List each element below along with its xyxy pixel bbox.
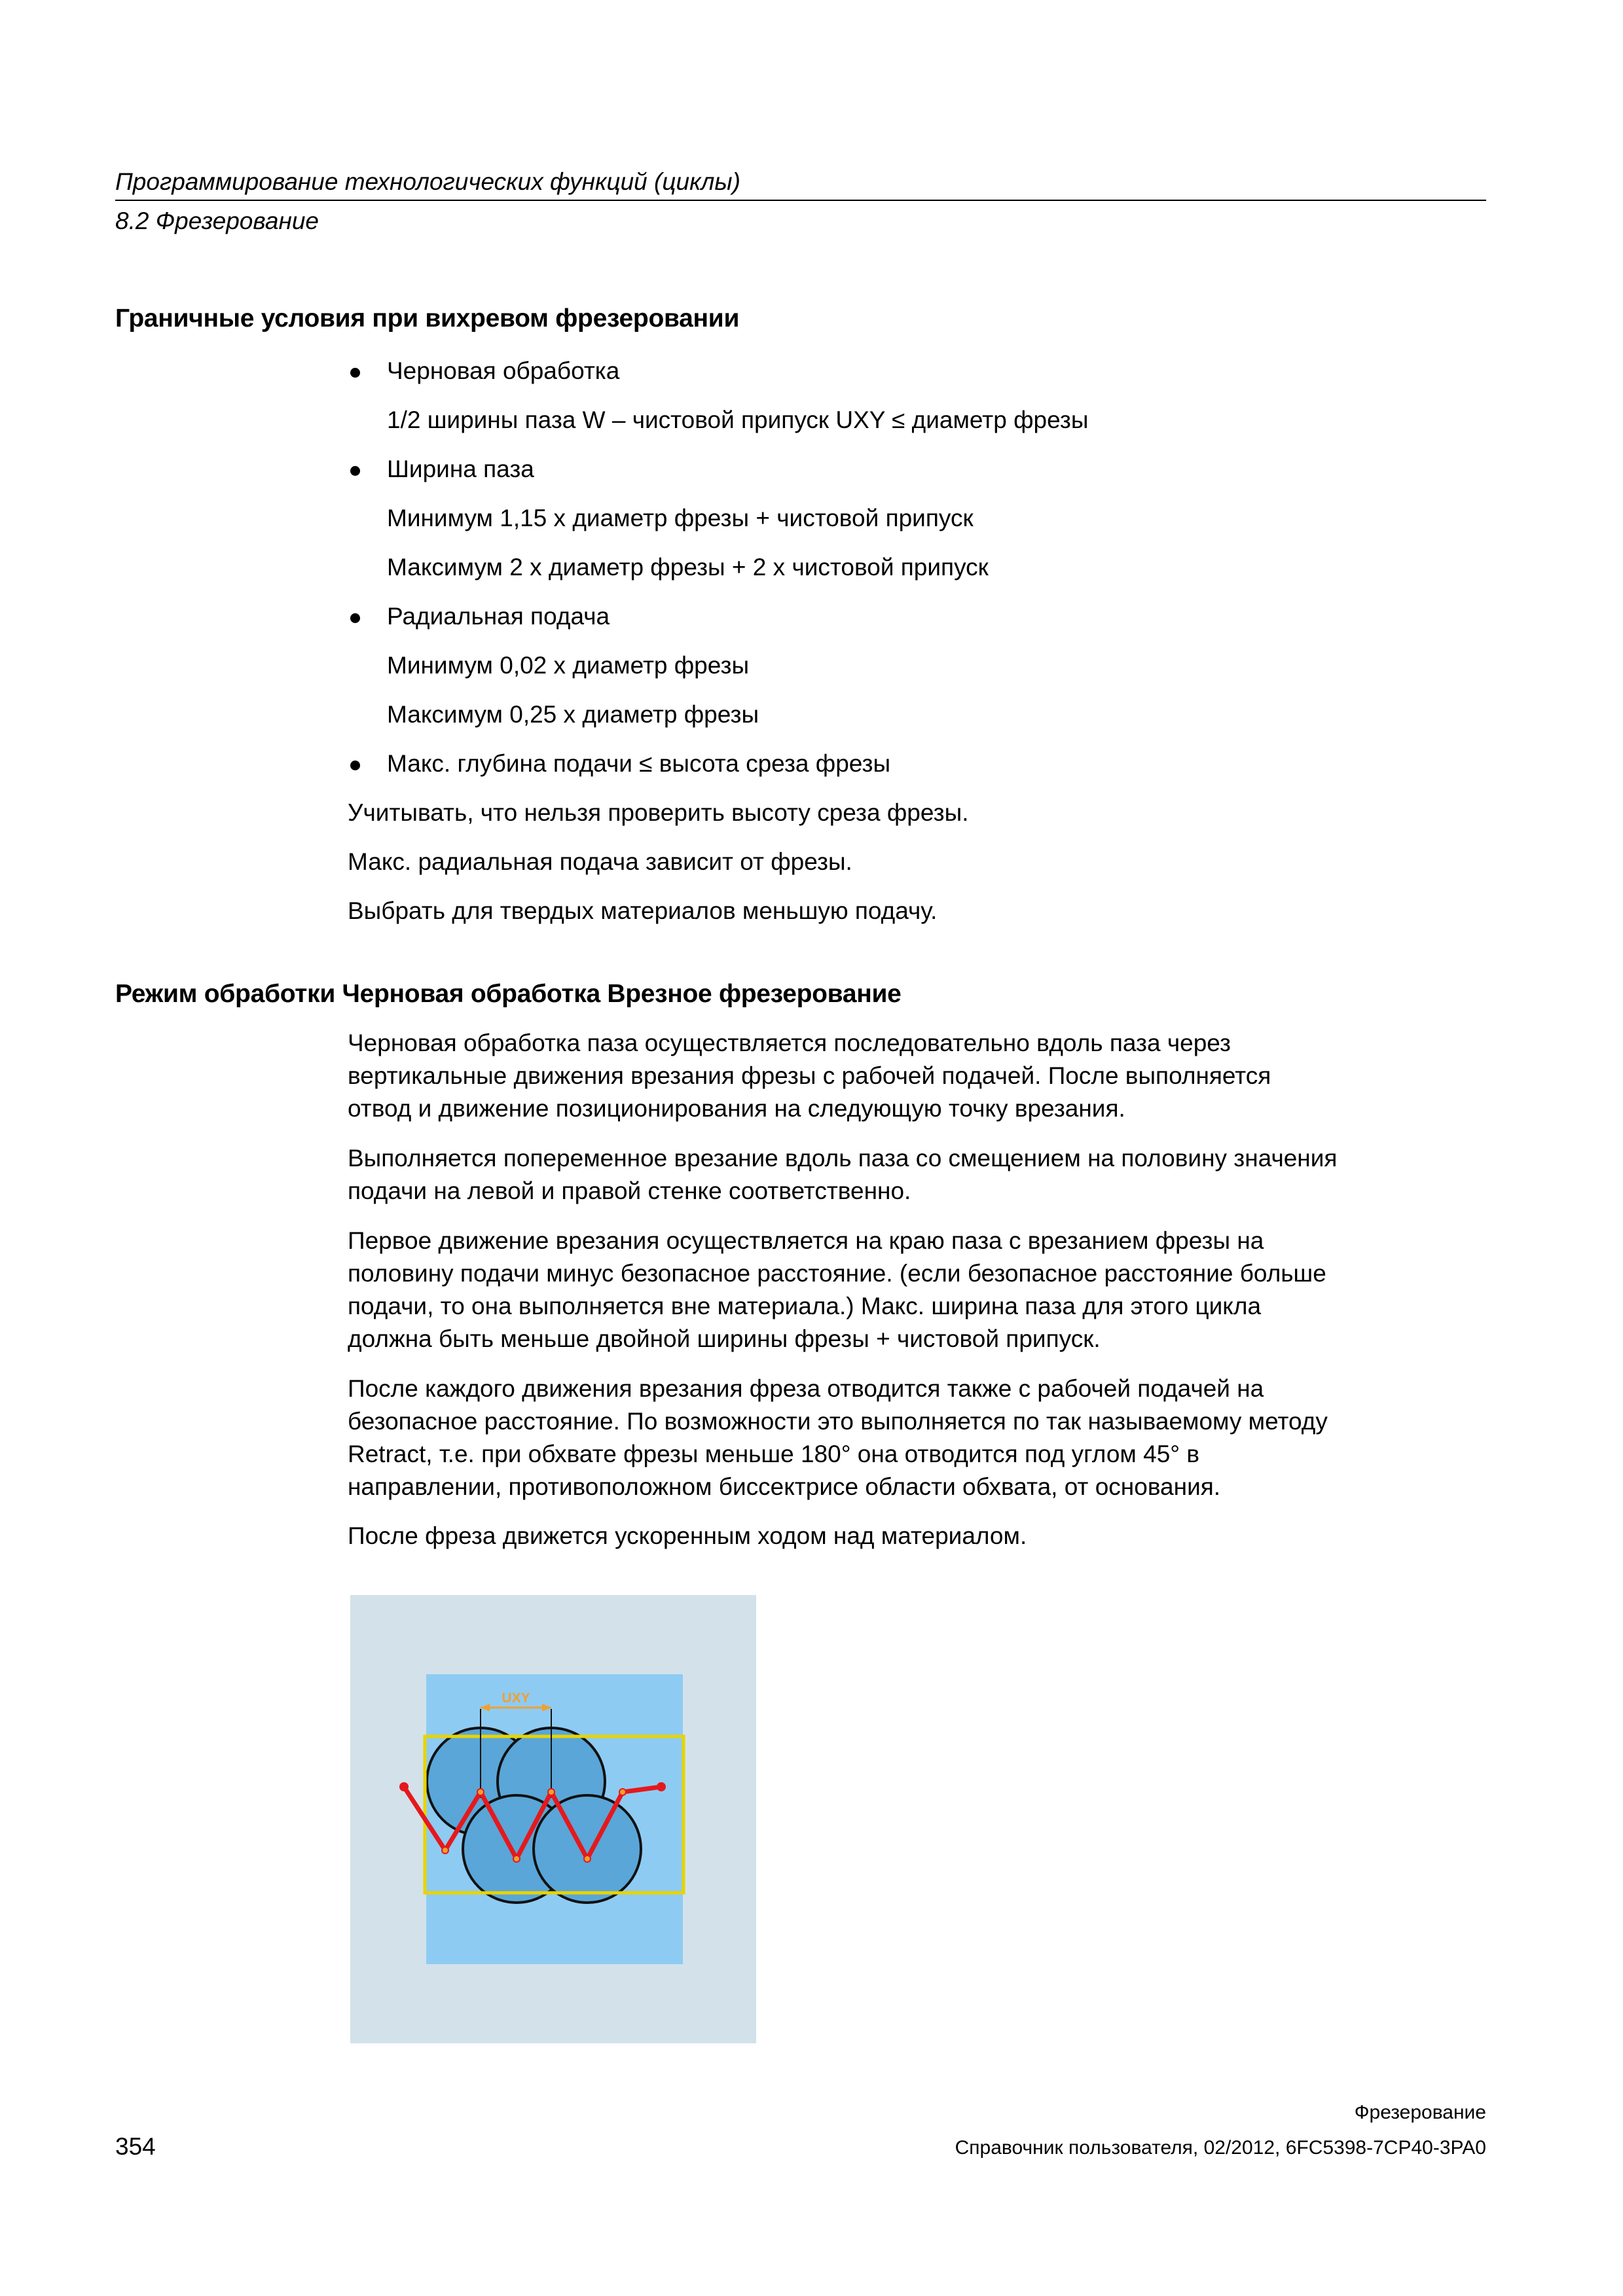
- paragraph-1: [348, 1027, 1487, 1125]
- plunge-point: [442, 1847, 448, 1854]
- bullet-dot: [350, 368, 360, 378]
- paragraph-2: [348, 1142, 1487, 1208]
- bullet-3-line-1: Минимум 0,02 x диаметр фрезы: [387, 652, 750, 679]
- plunge-point: [513, 1856, 520, 1862]
- footer-document-ref: Справочник пользователя, 02/2012, 6FC5398-7CP40-3PA0: [955, 2137, 1486, 2159]
- bullet-2-line-1: Минимум 1,15 x диаметр фрезы + чистовой припуск: [387, 505, 974, 531]
- bullet-dot: [350, 613, 360, 623]
- plunge-point: [548, 1789, 555, 1795]
- bullet-1-line-1: 1/2 ширины паза W – чистовой припуск UXY ≤ диаметр фрезы: [387, 406, 1089, 433]
- note-1: Учитывать, что нельзя проверить высоту среза фрезы.: [348, 799, 969, 826]
- text-line: половину подачи минус безопасное расстояние. (если безопасное расстояние больше: [348, 1260, 1326, 1287]
- running-header-section: 8.2 Фрезерование: [115, 207, 319, 234]
- plunge-point: [477, 1789, 484, 1795]
- uxy-label: UXY: [501, 1691, 530, 1706]
- header-rule: [115, 200, 1486, 201]
- text-line: После каждого движения врезания фреза отводится также с рабочей подачей на: [348, 1375, 1264, 1402]
- bullet-3-line-2: Максимум 0,25 x диаметр фрезы: [387, 701, 759, 728]
- text-line: должна быть меньше двойной ширины фрезы + чистовой припуск.: [348, 1325, 1101, 1352]
- text-line: подачи, то она выполняется вне материала.) Макс. ширина паза для этого цикла: [348, 1293, 1262, 1319]
- plunge-milling-figure: [350, 1595, 756, 2043]
- text-line: вертикальные движения врезания фрезы с рабочей подачей. После выполняется: [348, 1062, 1271, 1089]
- note-2: Макс. радиальная подача зависит от фрезы.: [348, 848, 852, 875]
- bullet-2-title: Ширина паза: [387, 456, 534, 482]
- plunge-point: [584, 1856, 591, 1862]
- text-line: безопасное расстояние. По возможности это выполняется по так называемому методу: [348, 1408, 1328, 1435]
- path-start-point: [399, 1782, 409, 1791]
- section1-heading: Граничные условия при вихревом фрезеровании: [115, 304, 740, 332]
- bullet-2-line-2: Максимум 2 x диаметр фрезы + 2 x чистовой припуск: [387, 554, 989, 581]
- text-line: Retract, т.е. при обхвате фрезы меньше 180° она отводится под углом 45° в: [348, 1441, 1199, 1467]
- note-3: Выбрать для твердых материалов меньшую подачу.: [348, 897, 938, 924]
- text-line: подачи на левой и правой стенке соответственно.: [348, 1177, 911, 1204]
- bullet-1-title: Черновая обработка: [387, 357, 620, 384]
- running-header-chapter: Программирование технологических функций (циклы): [115, 168, 740, 195]
- text-line: Первое движение врезания осуществляется на краю паза с врезанием фрезы на: [348, 1227, 1264, 1254]
- text-line: отвод и движение позиционирования на следующую точку врезания.: [348, 1095, 1125, 1122]
- path-end-point: [657, 1782, 666, 1791]
- text-line: После фреза движется ускоренным ходом над материалом.: [348, 1522, 1027, 1549]
- paragraph-5: [348, 1520, 1487, 1552]
- text-line: Черновая обработка паза осуществляется последовательно вдоль паза через: [348, 1030, 1231, 1056]
- section2-heading: Режим обработки Черновая обработка Врезное фрезерование: [115, 980, 902, 1008]
- plunge-point: [619, 1789, 626, 1795]
- text-line: направлении, противоположном биссектрисе области обхвата, от основания.: [348, 1473, 1221, 1500]
- bullet-dot: [350, 761, 360, 770]
- bullet-dot: [350, 466, 360, 476]
- paragraph-4: [348, 1372, 1487, 1503]
- page-number: 354: [115, 2133, 156, 2160]
- bullet-3-title: Радиальная подача: [387, 603, 610, 630]
- text-line: Выполняется попеременное врезание вдоль паза со смещением на половину значения: [348, 1145, 1338, 1172]
- bullet-4-title: Макс. глубина подачи ≤ высота среза фрезы: [387, 750, 891, 777]
- footer-chapter: Фрезерование: [1354, 2102, 1486, 2123]
- paragraph-3: [348, 1225, 1487, 1355]
- cutter-circle: [534, 1795, 641, 1903]
